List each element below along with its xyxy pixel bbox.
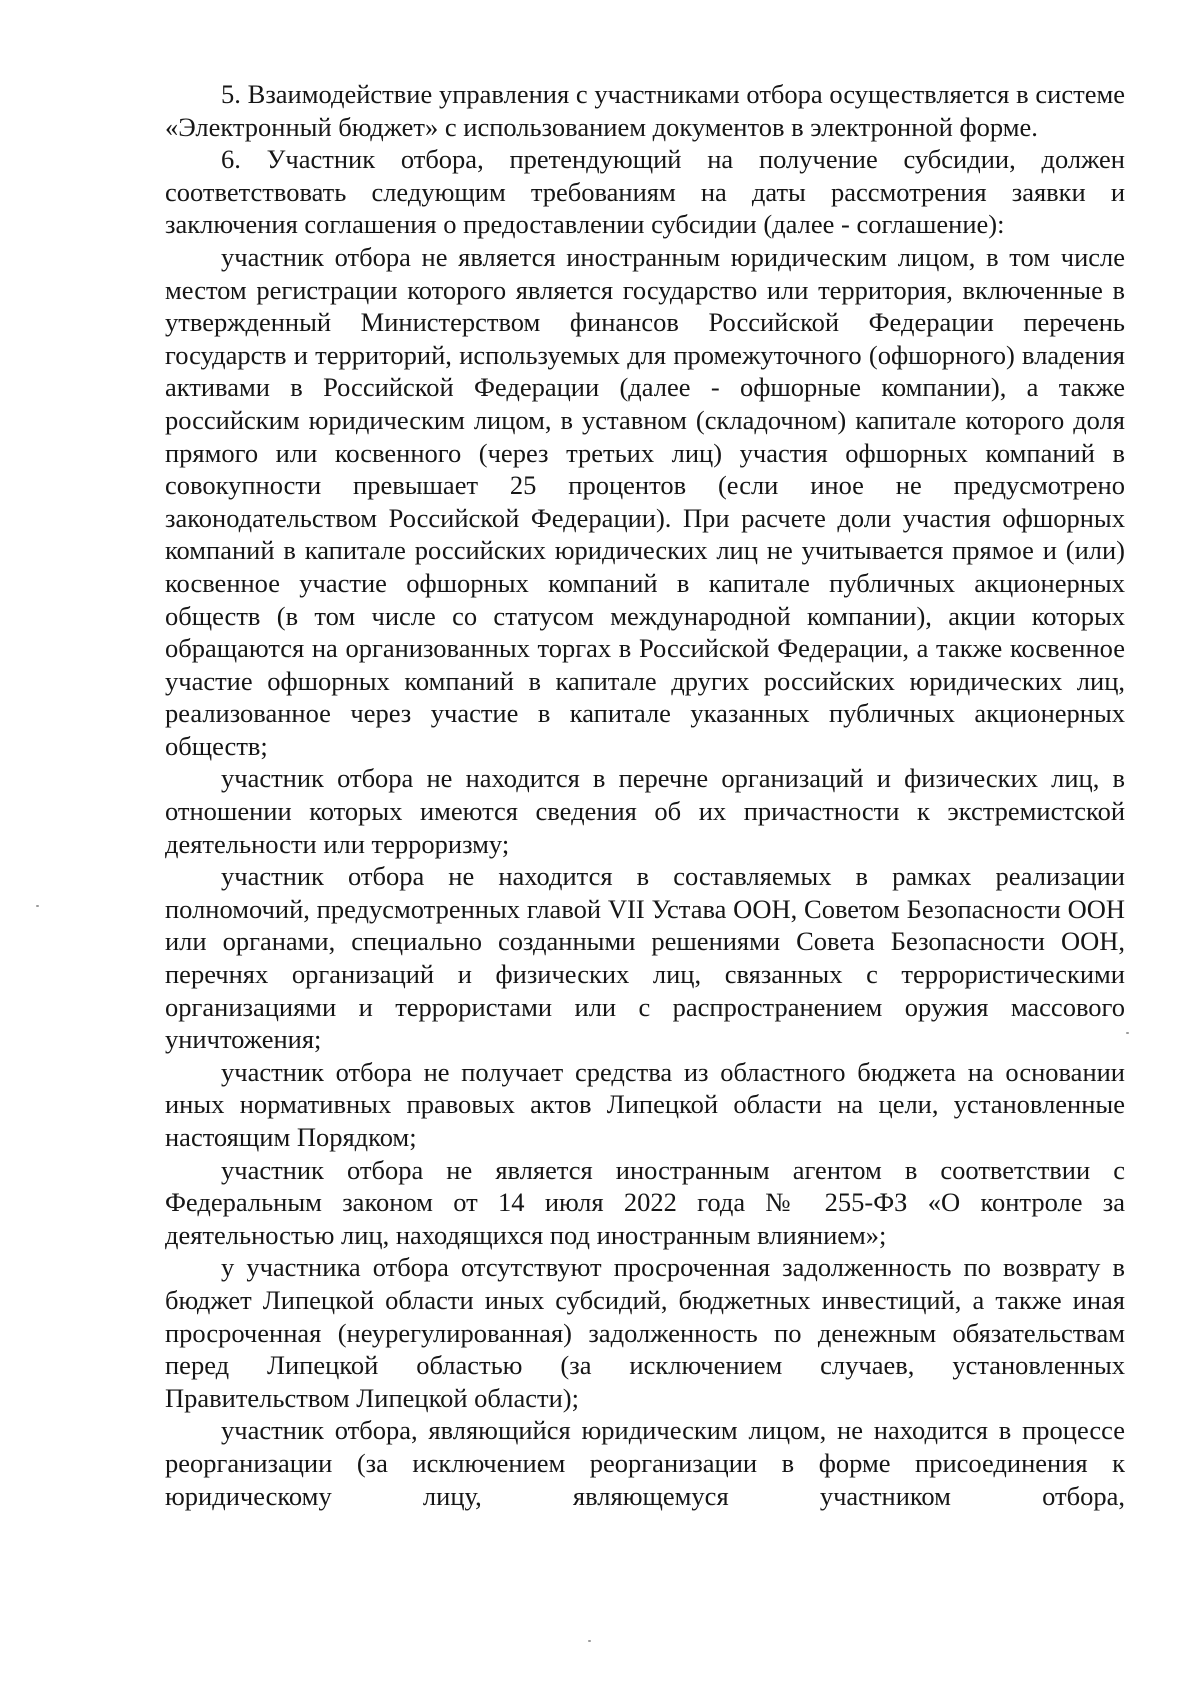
- requirement-no-other-funds: участник отбора не получает средства из областного бюджета на основании иных нормативных правовых актов Липецкой области на цели, установленные настоящим Порядком;: [165, 1056, 1125, 1152]
- requirement-no-overdue-debt: у участника отбора отсутствуют просроченная задолженность по возврату в бюджет Липецкой области иных субсидий, бюджетных инвестиций, а также иная просроченная (неурегулированная) задолженность по денежным обязательствам перед Липецкой областью (за исключением случаев, установленных Правительством Липецкой области);: [165, 1252, 1125, 1413]
- paragraph-5-interaction: 5. Взаимодействие управления с участниками отбора осуществляется в системе «Электронный бюджет» с использованием документов в электронной форме.: [165, 79, 1125, 142]
- scan-speck: [588, 1640, 591, 1642]
- requirement-not-foreign-agent: участник отбора не является иностранным агентом в соответствии с Федеральным законом от 14 июля 2022 года № 255-ФЗ «О контроле за деятельностью лиц, находящихся под иностранным влиянием»;: [165, 1154, 1125, 1250]
- scan-speck: [36, 905, 39, 907]
- document-body: [165, 78, 1125, 1512]
- paragraph-6-requirements: 6. Участник отбора, претендующий на получение субсидии, должен соответствовать следующим требованиям на даты рассмотрения заявки и заключения соглашения о предоставлении субсидии (далее - соглашение):: [165, 144, 1125, 240]
- requirement-not-extremist-list: участник отбора не находится в перечне организаций и физических лиц, в отношении которых имеются сведения об их причастности к экстремистской деятельности или терроризму;: [165, 763, 1125, 859]
- requirement-not-un-list: участник отбора не находится в составляемых в рамках реализации полномочий, предусмотренных главой VII Устава ООН, Советом Безопасности ООН или органами, специально созданными решениями Совета Безопасности ООН, перечнях организаций и физических лиц, связанных с террористическими организациями и террористами или с распространением оружия массового уничтожения;: [165, 861, 1125, 1055]
- requirement-not-foreign-entity: участник отбора не является иностранным юридическим лицом, в том числе местом регистрации которого является государство или территория, включенные в утвержденный Министерством финансов Российской Федерации перечень государств и территорий, используемых для промежуточного (офшорного) владения активами в Российской Федерации (далее - офшорные компании), а также российским юридическим лицом, в уставном (складочном) капитале которого доля прямого или косвенного (через третьих лиц) участия офшорных компаний в совокупности превышает 25 процентов (если иное не предусмотрено законодательством Российской Федерации). При расчете доли участия офшорных компаний в капитале российских юридических лиц не учитывается прямое и (или) косвенное участие офшорных компаний в капитале публичных акционерных обществ (в том числе со статусом международной компании), акции которых обращаются на организованных торгах в Российской Федерации, а также косвенное участие офшорных компаний в капитале других российских юридических лиц, реализованное через участие в капитале указанных публичных акционерных обществ;: [165, 241, 1125, 761]
- requirement-not-reorganizing: участник отбора, являющийся юридическим лицом, не находится в процессе реорганизации (за исключением реорганизации в форме присоединения к юридическому лицу, являющемуся участником отбора,: [165, 1415, 1125, 1511]
- scan-speck: [1126, 1032, 1129, 1034]
